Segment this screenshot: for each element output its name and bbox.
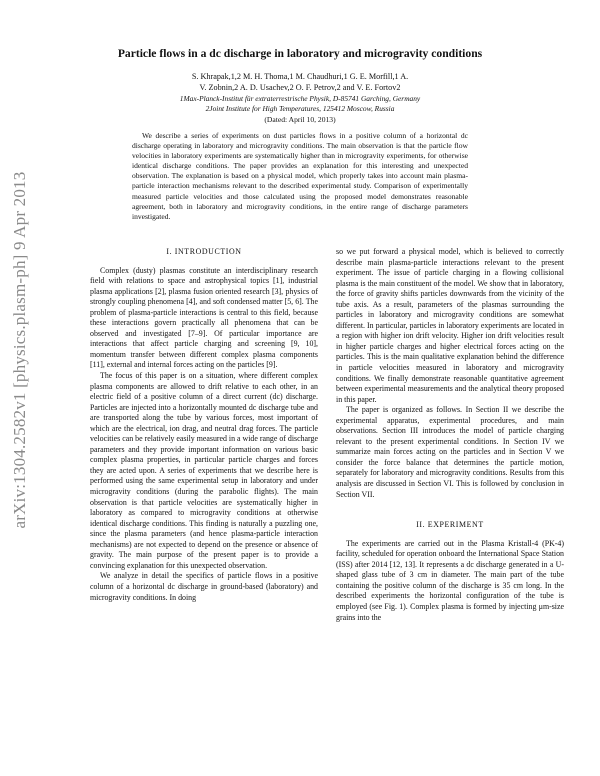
intro-paragraph-5: The paper is organized as follows. In Section II we describe the experimental apparatus, experimental procedures, and main observations. Section III introduces the model of particle charging relevant to the present experimental conditions. In Section IV we summarize main forces acting on the particles and in Section V we consider the force balance that determines the particle motion, separately for laboratory and microgravity conditions. Results from this analysis are discussed in Section VI. This is followed by conclusion in Section VII. [336,405,564,499]
intro-paragraph-4: so we put forward a physical model, which is believed to correctly describe main plasma-particle interactions relevant to the present experiment. The issue of particle charging in a flowing collisional plasma is the main constituent of the model. We show that in laboratory, the force of gravity shifts particles downwards from the vicinity of the tube axis. As a result, parameters of the plasmas surrounding the particles in laboratory and microgravity conditions are somewhat different. In particular, particles in laboratory experiments are located in a region with higher ion drift velocity. Higher ion drift velocities result in higher particle charges and higher electrical forces acting on the particles. This is the main qualitative explanation behind the difference in particle velocities measured in laboratory and microgravity conditions. We finally demonstrate reasonable quantitative agreement between experimental measurements and the analytical theory proposed in this paper. [336,247,564,404]
paper-title: Particle flows in a dc discharge in laboratory and microgravity conditions [117,47,483,60]
affiliations [90,94,510,114]
arxiv-identifier[interactable]: arXiv:1304.2582v1 [physics.plasm-ph] 9 Apr 2013 [10,171,29,529]
authors-line-2: V. Zobnin,2 A. D. Usachev,2 O. F. Petrov,2 and V. E. Fortov2 [199,83,401,92]
section-heading-introduction: I. INTRODUCTION [166,247,242,256]
dated-line: (Dated: April 10, 2013) [264,115,336,124]
authors-line-1: S. Khrapak,1,2 M. H. Thoma,1 M. Chaudhuri,1 G. E. Morfill,1 A. [191,72,409,81]
abstract: We describe a series of experiments on dust particles flows in a positive column of a horizontal dc discharge operating in laboratory and microgravity conditions. The main observation is that the particle flow velocities in laboratory experiments are systematically higher than in microgravity experiments, for otherwise identical discharge conditions. The paper provides an explanation for this interesting and unexpected observation. The explanation is based on a physical model, which properly takes into account main plasma-particle interaction mechanisms relevant to the described experimental study. Comparison of experimentally measured particle velocities and those calculated using the proposed model demonstrates reasonable agreement, both in laboratory and microgravity conditions, in the entire range of discharge parameters investigated. [132,131,468,221]
intro-paragraph-3: We analyze in detail the specifics of particle flows in a positive column of a horizontal dc discharge in ground-based (laboratory) and microgravity conditions. In doing [90,571,318,602]
left-column [90,247,318,603]
section-heading-experiment: II. EXPERIMENT [416,520,484,530]
experiment-paragraph-1: The experiments are carried out in the Plasma Kristall-4 (PK-4) facility, scheduled for operation onboard the International Space Station (ISS) after 2014 [12, 13]. It represents a dc discharge generated in a U-shaped glass tube of 3 cm in diameter. The main part of the tube containing the positive column of the discharge is 35 cm long. In the described experiments the horizontal configuration of the tube is employed (see Fig. 1). Complex plasma is formed by injecting μm-size grains into the [336,538,564,622]
affiliation-1: 1Max-Planck-Institut für extraterrestrische Physik, D-85741 Garching, Germany [179,94,421,103]
intro-paragraph-2: The focus of this paper is on a situation, where different complex plasma components are allowed to drift relative to each other, in an electric field of a positive column of a direct current (dc) discharge. Particles are injected into a horizontally mounted dc discharge tube and are transported along the tube by various forces, most important of which are the electrical, ion drag, and neutral drag forces. The particle velocities can be relatively easily measured in a wide range of discharge parameters and they provide important information on various basic complex plasma properties, in particular particle charges and forces they are acted upon. A series of experiments that we describe here is performed using the same experimental setup in laboratory and under microgravity conditions (during the parabolic flights). The main observation is that particle velocities are systematically higher in laboratory as compared to microgravity conditions at otherwise identical discharge conditions. This finding is naturally a puzzling one, since the plasma parameters (and hence plasma-particle interaction mechanisms) are not expected to depend on the presence or absence of gravity. The main purpose of the present paper is to provide a convincing explanation for this unexpected observation. [90,371,318,570]
author-list [120,71,480,93]
intro-paragraph-1: Complex (dusty) plasmas constitute an interdisciplinary research field with relations to space and astrophysical topics [1], industrial plasma applications [2], plasma fusion oriented research [3], physics of strongly coupling phenomena [4], and soft condensed matter [5, 6]. The problem of plasma-particle interactions is central to this field, because these interactions govern practically all phenomena that can be observed and investigated [7–9]. Of particular importance are interactions that affect particle charging and screening [9, 10], momentum transfer between different complex plasma components [11], external and internal forces acting on the particles [9]. [90,265,318,370]
right-column [336,247,564,623]
arxiv-sidebar [0,70,40,630]
affiliation-2: 2Joint Institute for High Temperatures, 125412 Moscow, Russia [205,104,395,113]
